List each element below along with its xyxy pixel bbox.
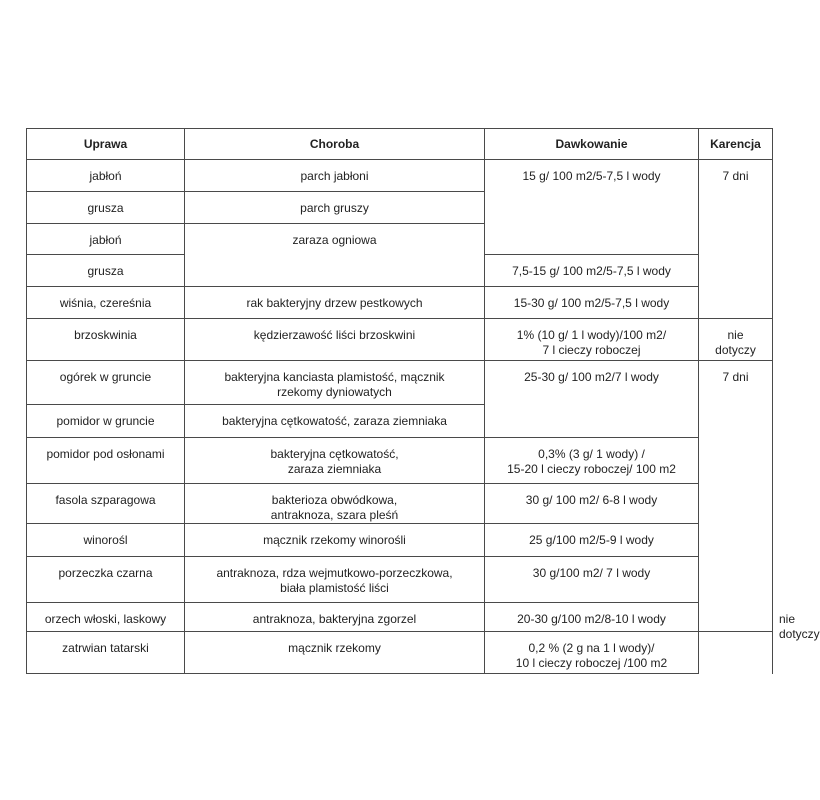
disease-cell: bakteryjna cętkowatość, zaraza ziemniaka bbox=[185, 405, 485, 438]
table-row: orzech włoski, laskowy antraknoza, bakteryjna zgorzel 20-30 g/100 m2/8-10 l wody nie dotyczy bbox=[27, 603, 773, 632]
table-row bbox=[27, 319, 773, 361]
table-row bbox=[27, 557, 773, 603]
crop-cell: jabłoń bbox=[27, 224, 185, 255]
header-crop: Uprawa bbox=[27, 129, 185, 160]
dosage-table bbox=[26, 128, 820, 674]
table-header-row bbox=[27, 129, 773, 160]
crop-cell: wiśnia, czereśnia bbox=[27, 287, 185, 319]
dosage-cell: 15-30 g/ 100 m2/5-7,5 l wody bbox=[485, 287, 699, 319]
disease-cell: antraknoza, rdza wejmutkowo-porzeczkowa, biała plamistość liści bbox=[185, 557, 485, 603]
crop-cell: winorośl bbox=[27, 524, 185, 557]
withdrawal-cell: nie dotyczy bbox=[699, 319, 773, 361]
dosage-cell: 25 g/100 m2/5-9 l wody bbox=[485, 524, 699, 557]
table-row bbox=[27, 438, 773, 484]
header-dosage: Dawkowanie bbox=[485, 129, 699, 160]
dosage-cell: 30 g/100 m2/ 7 l wody bbox=[485, 557, 699, 603]
table-row bbox=[27, 524, 773, 557]
dosage-cell: 30 g/ 100 m2/ 6-8 l wody bbox=[485, 484, 699, 524]
dosage-cell: 15 g/ 100 m2/5-7,5 l wody bbox=[485, 160, 699, 255]
table-row bbox=[27, 484, 773, 524]
crop-cell: fasola szparagowa bbox=[27, 484, 185, 524]
dosage-cell: 25-30 g/ 100 m2/7 l wody bbox=[485, 361, 699, 438]
table-row bbox=[27, 632, 773, 674]
crop-cell: grusza bbox=[27, 255, 185, 287]
disease-cell: bakteryjna kanciasta plamistość, mącznik rzekomy dyniowatych bbox=[185, 361, 485, 405]
disease-cell: parch gruszy bbox=[185, 192, 485, 224]
disease-cell: antraknoza, bakteryjna zgorzel bbox=[185, 603, 485, 632]
crop-cell: grusza bbox=[27, 192, 185, 224]
crop-cell: brzoskwinia bbox=[27, 319, 185, 361]
crop-cell: porzeczka czarna bbox=[27, 557, 185, 603]
dosage-cell: 0,3% (3 g/ 1 wody) / 15-20 l cieczy roboczej/ 100 m2 bbox=[485, 438, 699, 484]
table-row bbox=[27, 160, 773, 192]
table-row bbox=[27, 287, 773, 319]
crop-cell: orzech włoski, laskowy bbox=[27, 603, 185, 632]
disease-cell: rak bakteryjny drzew pestkowych bbox=[185, 287, 485, 319]
disease-cell: mącznik rzekomy winorośli bbox=[185, 524, 485, 557]
dosage-cell: 1% (10 g/ 1 l wody)/100 m2/ 7 l cieczy roboczej bbox=[485, 319, 699, 361]
table-row bbox=[27, 361, 773, 405]
withdrawal-cell: 7 dni bbox=[699, 361, 773, 632]
disease-cell: kędzierzawość liści brzoskwini bbox=[185, 319, 485, 361]
crop-cell: pomidor w gruncie bbox=[27, 405, 185, 438]
crop-cell: zatrwian tatarski bbox=[27, 632, 185, 674]
crop-cell: jabłoń bbox=[27, 160, 185, 192]
disease-cell: parch jabłoni bbox=[185, 160, 485, 192]
header-disease: Choroba bbox=[185, 129, 485, 160]
dosage-cell: 0,2 % (2 g na 1 l wody)/ 10 l cieczy roboczej /100 m2 bbox=[485, 632, 699, 674]
crop-cell: ogórek w gruncie bbox=[27, 361, 185, 405]
crop-cell: pomidor pod osłonami bbox=[27, 438, 185, 484]
disease-cell: zaraza ogniowa bbox=[185, 224, 485, 287]
dosage-cell: 7,5-15 g/ 100 m2/5-7,5 l wody bbox=[485, 255, 699, 287]
header-withdrawal: Karencja bbox=[699, 129, 773, 160]
dosage-cell: 20-30 g/100 m2/8-10 l wody bbox=[485, 603, 699, 632]
disease-cell: bakterioza obwódkowa, antraknoza, szara pleśń bbox=[185, 484, 485, 524]
disease-cell: mącznik rzekomy bbox=[185, 632, 485, 674]
withdrawal-cell: 7 dni bbox=[699, 160, 773, 319]
disease-cell: bakteryjna cętkowatość, zaraza ziemniaka bbox=[185, 438, 485, 484]
